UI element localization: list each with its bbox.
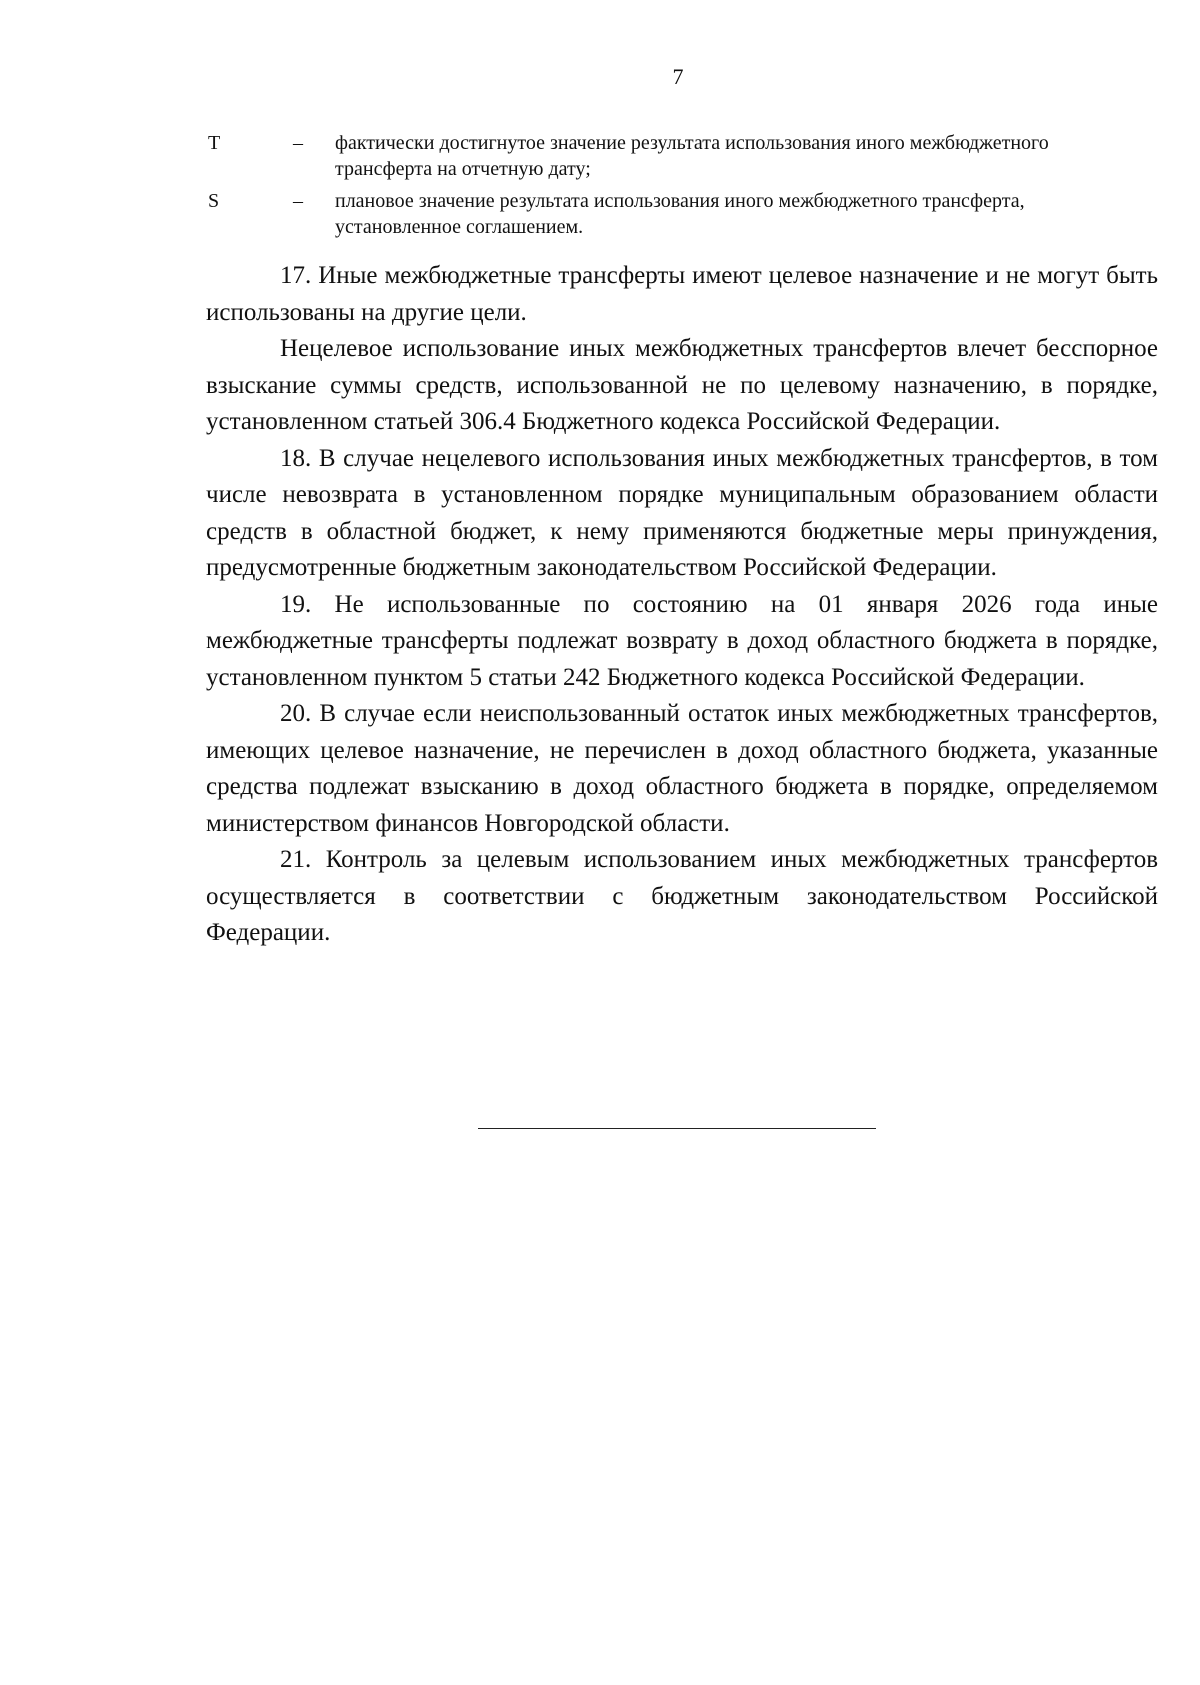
definition-row-t	[208, 130, 1108, 182]
formula-definitions	[208, 130, 1108, 246]
definition-dash: –	[293, 190, 303, 212]
definition-text: фактически достигнутое значение результата использования иного межбюджетного трансферта на отчетную дату;	[335, 132, 1049, 180]
paragraph-21: 21. Контроль за целевым использованием иных межбюджетных трансфертов осуществляется в соответствии с бюджетным законодательством Российской Федерации.	[206, 846, 1158, 946]
paragraph-17: 17. Иные межбюджетные трансферты имеют целевое назначение и не могут быть использованы на другие цели.	[206, 262, 1158, 326]
end-of-document-rule	[478, 1128, 876, 1129]
paragraph-20: 20. В случае если неиспользованный остаток иных межбюджетных трансфертов, имеющих целевое назначение, не перечислен в доход областного бюджета, указанные средства подлежат взысканию в доход областного бюджета в порядке, определяемом министерством финансов Новгородской области.	[206, 700, 1158, 837]
definition-symbol: T	[208, 132, 221, 154]
definition-symbol: S	[208, 190, 220, 212]
definition-dash: –	[293, 132, 303, 154]
paragraph-19: 19. Не использованные по состоянию на 01 января 2026 года иные межбюджетные трансферты подлежат возврату в доход областного бюджета в порядке, установленном пунктом 5 статьи 242 Бюджетного кодекса Российской Федерации.	[206, 590, 1158, 691]
definition-text: плановое значение результата использования иного межбюджетного трансферта, установленное соглашением.	[335, 190, 1025, 238]
document-body	[206, 258, 1158, 952]
paragraph-misuse: Нецелевое использование иных межбюджетных трансфертов влечет бесспорное взыскание суммы средств, использованной не по целевому назначению, в порядке, установленном статьей 306.4 Бюджетного кодекса Российской Федерации.	[206, 335, 1158, 435]
paragraph-18: 18. В случае нецелевого использования иных межбюджетных трансфертов, в том числе невозврата в установленном порядке муниципальным образованием области средств в областной бюджет, к нему применяются бюджетные меры принуждения, предусмотренные бюджетным законодательством Российской Федерации.	[206, 444, 1158, 581]
page-number: 7	[672, 64, 684, 89]
definition-row-s	[208, 188, 1108, 240]
